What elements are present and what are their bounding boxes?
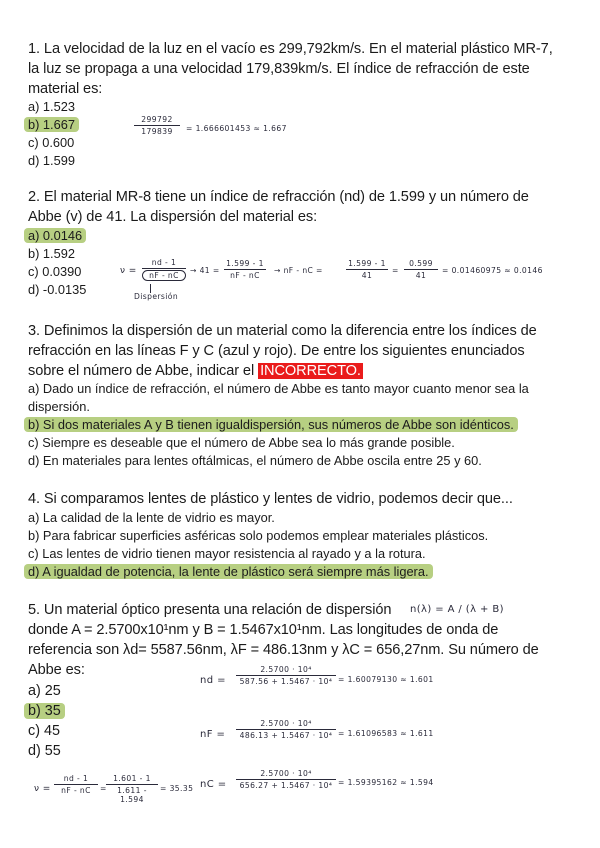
- incorrect-highlight: INCORRECTO.: [260, 363, 361, 379]
- q5-nd-label: nd =: [200, 675, 226, 686]
- q3-text-line2: refracción en las líneas F y C (azul y rojo). De entre los siguientes enunciados: [28, 343, 525, 359]
- q3-option-a-cont: dispersión.: [28, 399, 90, 414]
- q5-option-d: d) 55: [28, 743, 61, 759]
- q5-v-eq: =: [100, 784, 107, 793]
- q5-option-a: a) 25: [28, 683, 61, 699]
- q5-option-b-correct: b) 35: [24, 703, 65, 719]
- q4-option-c: c) Las lentes de vidrio tienen mayor resistencia al rayado y a la rotura.: [28, 546, 426, 561]
- q1-option-a: a) 1.523: [28, 99, 75, 114]
- q5-text-line3: referencia son λd= 5587.56nm, λF = 486.13nm y λC = 656,27nm. Su número de: [28, 642, 539, 658]
- q5-text-line2: donde A = 2.5700x10¹nm y B = 1.5467x10¹nm. Las longitudes de onda de: [28, 622, 499, 638]
- q3-option-a: a) Dado un índice de refracción, el número de Abbe es tanto mayor cuanto menor sea la: [28, 381, 529, 396]
- q5-nf-result: = 1.61096583 ≈ 1.611: [338, 729, 434, 738]
- q5-v-result: = 35.35: [160, 784, 194, 793]
- q4-option-a: a) La calidad de la lente de vidrio es mayor.: [28, 510, 275, 525]
- q2-text-line1: 2. El material MR-8 tiene un índice de refracción (nd) de 1.599 y un número de: [28, 189, 529, 205]
- q2-option-d: d) -0.0135: [28, 282, 87, 297]
- q1-option-d: d) 1.599: [28, 153, 75, 168]
- q2-note-result: = 0.01460975 ≈ 0.0146: [442, 266, 543, 275]
- q3-text-line3: [28, 361, 363, 381]
- q3-text-line1: 3. Definimos la dispersión de un material como la diferencia entre los índices de: [28, 323, 537, 339]
- q5-option-c: c) 45: [28, 723, 60, 739]
- q2-option-c: c) 0.0390: [28, 264, 82, 279]
- q1-text-line1: 1. La velocidad de la luz en el vacío es 299,792km/s. En el material plástico MR-7,: [28, 41, 553, 57]
- q5-nf-fraction: 2.5700 · 10⁴ 486.13 + 1.5467 · 10⁴: [236, 719, 336, 740]
- q2-note-frac3: 1.599 - 1 41: [346, 259, 388, 280]
- q4-option-d-correct: d) A igualdad de potencia, la lente de plástico será siempre más ligera.: [24, 564, 433, 579]
- q2-note-frac1: $\frac{nd - 1}{nF - nC}$: [142, 258, 186, 281]
- q5-nc-fraction: 2.5700 · 10⁴ 656.27 + 1.5467 · 10⁴: [236, 769, 336, 790]
- q4-option-b: b) Para fabricar superficies asféricas solo podemos emplear materiales plásticos.: [28, 528, 489, 543]
- q2-option-b: b) 1.592: [28, 246, 75, 261]
- q5-v-frac1: nd - 1 nF - nC: [54, 774, 98, 795]
- q1-text-line2: la luz se propaga a una velocidad 179,839km/s. El índice de refracción de este: [28, 61, 530, 77]
- q2-text-line2: Abbe (v) de 41. La dispersión del material es:: [28, 209, 318, 225]
- q5-text-line4: Abbe es:: [28, 662, 85, 678]
- q5-text-line1: 5. Un material óptico presenta una relación de dispersión: [28, 602, 392, 618]
- q2-note-frac4: 0.599 41: [404, 259, 438, 280]
- q1-text-line3: material es:: [28, 81, 103, 97]
- q5-v-frac2: 1.601 - 1 1.611 - 1.594: [106, 774, 158, 804]
- q1-option-b-correct: b) 1.667: [24, 117, 79, 132]
- q5-nc-label: nC =: [200, 779, 227, 790]
- q1-option-c: c) 0.600: [28, 135, 75, 150]
- q3-option-d: d) En materiales para lentes oftálmicas, el número de Abbe oscila entre 25 y 60.: [28, 453, 482, 468]
- q4-text-line1: 4. Si comparamos lentes de plástico y lentes de vidrio, podemos decir que...: [28, 491, 513, 507]
- q3-text-line3-lead: sobre el número de Abbe, indicar el: [28, 363, 255, 379]
- q2-note-eq: =: [392, 266, 399, 275]
- q5-nc-result: = 1.59395162 ≈ 1.594: [338, 778, 434, 787]
- q5-v-label: ν =: [34, 784, 51, 794]
- q3-option-c: c) Siempre es deseable que el número de Abbe sea lo más grande posible.: [28, 435, 455, 450]
- q2-note-dispersion: Dispersión: [134, 292, 179, 301]
- q1-note-fraction: 299792 179839: [134, 115, 180, 136]
- q5-nd-result: = 1.60079130 ≈ 1.601: [338, 675, 434, 684]
- q2-note-arrow2: → nF - nC =: [274, 266, 323, 275]
- q5-nd-fraction: 2.5700 · 10⁴ 587.56 + 1.5467 · 10⁴: [236, 665, 336, 686]
- q2-note-arrow1: → 41 =: [190, 266, 220, 275]
- q5-formula: n(λ) = A / (λ + B): [410, 604, 504, 615]
- q3-option-b-correct: b) Si dos materiales A y B tienen igualdispersión, sus números de Abbe son idénticos.: [24, 417, 518, 432]
- q2-note-v: ν =: [120, 266, 137, 276]
- q2-option-a-correct: a) 0.0146: [24, 228, 86, 243]
- q2-note-frac2: 1.599 - 1 nF - nC: [224, 259, 266, 280]
- q5-nf-label: nF =: [200, 729, 226, 740]
- q1-note-result: = 1.666601453 ≈ 1.667: [186, 124, 287, 133]
